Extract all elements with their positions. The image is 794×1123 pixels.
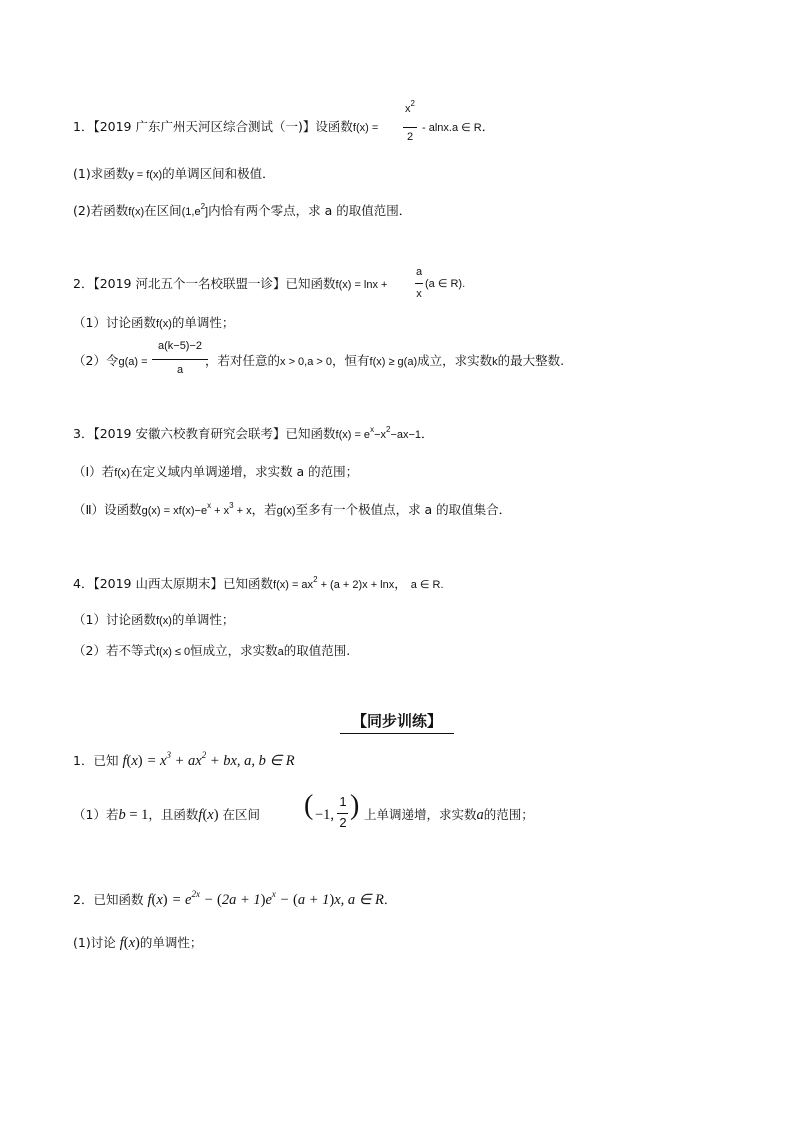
problem-source: 【2019 山西太原期末】 — [93, 576, 223, 591]
problem-2-part-2-lead: （2）令g(a) = — [73, 353, 148, 368]
problem-4-part-2: （2）若不等式f(x) ≤ 0恒成立，求实数a的取值范围. — [73, 643, 351, 658]
fraction-numerator: $x^2$ — [405, 99, 415, 115]
problem-4-part-1: （1）讨论函数f(x)的单调性； — [73, 612, 235, 627]
fraction-denominator: x — [416, 288, 422, 300]
problem-2-stem-tail: (a ∈ R). — [425, 278, 466, 290]
problem-number: 2． — [73, 276, 94, 291]
formula: $f(x) = e^{2x} - (2a + 1)e^x - (a + 1)x$, a ∈ R — [147, 889, 384, 908]
formula: $f(x) = ax^2 + (a + 2)x + \ln x$ — [273, 575, 395, 591]
fraction-bar — [403, 127, 417, 128]
problem-1-stem-tail: - alnx.a ∈ R． — [422, 119, 495, 134]
problem-3-part-1: （Ⅰ）若f(x)在定义域内单调递增，求实数 a 的范围； — [73, 464, 359, 479]
fraction-bar — [415, 283, 423, 284]
fraction-numerator: 1 — [339, 794, 347, 809]
problem-1-part-1: (1)求函数y = f(x)的单调区间和极值． — [73, 166, 275, 181]
fraction-bar — [337, 813, 348, 814]
problem-4-stem: 4．【2019 山西太原期末】已知函数$f(x) = ax^2 + (a + 2)x + \ln x$， a ∈ R. — [73, 575, 444, 591]
fraction-numerator: a(k−5)−2 — [157, 340, 203, 352]
problem-2-part-2-tail: ，若对任意的x > 0,a > 0，恒有f(x) ≥ g(a)成立，求实数k的最大整数. — [205, 353, 565, 368]
formula: $f(x) = e^x-x^2-ax-1$ — [335, 425, 422, 441]
training-2-part-1: (1)讨论 f(x)的单调性； — [73, 935, 203, 951]
interval-start: −1, — [315, 807, 335, 823]
training-1-part-1-lead: （1）若b = 1，且函数f(x) 在区间 — [73, 807, 261, 823]
problem-1-stem: 1．【2019 广东广州天河区综合测试（一)】设函数f(x) = — [73, 119, 379, 134]
problem-number: 3． — [73, 426, 94, 441]
problem-3-part-2: （Ⅱ）设函数$g(x) = xf(x)-e^x + x^3 + x$，若g(x)至多有一个极值点，求 a 的取值集合． — [73, 501, 512, 517]
problem-1-part-2: (2)若函数f(x)在区间$(1,e^2]$内恰有两个零点，求 a 的取值范围． — [73, 202, 412, 218]
formula: f(x) = lnx + — [335, 279, 388, 291]
right-paren: ) — [350, 790, 360, 821]
left-paren: ( — [304, 790, 314, 821]
section-heading: 【同步训练】 — [340, 710, 454, 734]
problem-source: 【2019 河北五个一名校联盟一诊】 — [93, 276, 286, 291]
problem-2-part-1: （1）讨论函数f(x)的单调性； — [73, 315, 235, 330]
problem-number: 1． — [73, 119, 94, 134]
fraction-denominator: 2 — [406, 131, 414, 143]
problem-source: 【2019 广东广州天河区综合测试（一)】 — [93, 119, 316, 134]
problem-number: 2． — [73, 892, 94, 907]
formula: $f(x) = x^3 + ax^2$ + bx, a, b ∈ R — [122, 750, 295, 769]
training-1-stem: 1．已知 $f(x) = x^3 + ax^2$ + bx, a, b ∈ R — [73, 750, 295, 769]
problem-source: 【2019 安徽六校教育研究会联考】 — [93, 426, 286, 441]
problem-number: 1． — [73, 753, 94, 768]
fraction-bar — [152, 359, 208, 360]
fraction-denominator: a — [176, 364, 184, 376]
fraction-numerator: a — [415, 266, 423, 278]
fraction-denominator: 2 — [339, 815, 347, 830]
problem-3-stem: 3．【2019 安徽六校教育研究会联考】已知函数$f(x) = e^x-x^2-ax-1$． — [73, 425, 434, 441]
training-1-part-1-tail: 上单调递增，求实数a的范围； — [364, 807, 534, 823]
problem-number: 4． — [73, 576, 94, 591]
formula: f(x) = — [352, 122, 379, 134]
training-2-stem: 2．已知函数 $f(x) = e^{2x} - (2a + 1)e^x - (a + 1)x$, a ∈ R． — [73, 889, 397, 908]
problem-2-stem: 2．【2019 河北五个一名校联盟一诊】已知函数f(x) = lnx + — [73, 276, 388, 291]
